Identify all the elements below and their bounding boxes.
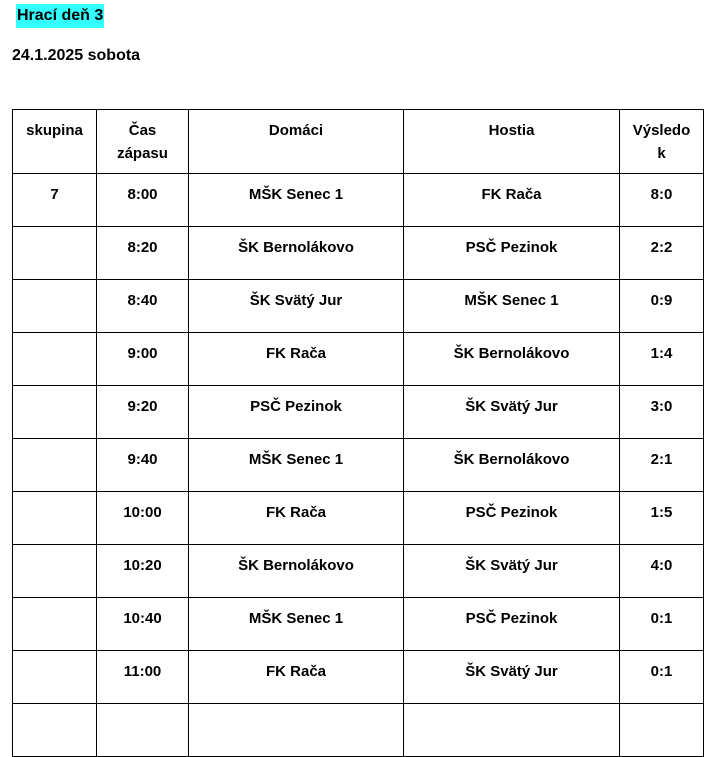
cell-result: 4:0 bbox=[620, 545, 704, 598]
cell-home-team: MŠK Senec 1 bbox=[189, 174, 404, 227]
page-title: Hrací deň 3 bbox=[16, 4, 104, 28]
table-row bbox=[13, 492, 704, 545]
table-row bbox=[13, 333, 704, 386]
cell-home-team bbox=[189, 704, 404, 757]
table-row bbox=[13, 545, 704, 598]
cell-group bbox=[13, 280, 97, 333]
cell-result: 8:0 bbox=[620, 174, 704, 227]
cell-time: 10:00 bbox=[97, 492, 189, 545]
cell-time: 8:00 bbox=[97, 174, 189, 227]
cell-away-team: ŠK Bernolákovo bbox=[404, 439, 620, 492]
table-row bbox=[13, 386, 704, 439]
header-away: Hostia bbox=[404, 110, 620, 174]
cell-away-team: PSČ Pezinok bbox=[404, 227, 620, 280]
cell-group bbox=[13, 492, 97, 545]
cell-away-team: PSČ Pezinok bbox=[404, 598, 620, 651]
cell-time: 10:40 bbox=[97, 598, 189, 651]
cell-home-team: ŠK Svätý Jur bbox=[189, 280, 404, 333]
cell-home-team: MŠK Senec 1 bbox=[189, 439, 404, 492]
cell-away-team: MŠK Senec 1 bbox=[404, 280, 620, 333]
cell-away-team: FK Rača bbox=[404, 174, 620, 227]
cell-group bbox=[13, 651, 97, 704]
cell-result: 0:1 bbox=[620, 598, 704, 651]
cell-away-team: PSČ Pezinok bbox=[404, 492, 620, 545]
table-row bbox=[13, 598, 704, 651]
cell-group bbox=[13, 545, 97, 598]
table-row bbox=[13, 227, 704, 280]
cell-group: 7 bbox=[13, 174, 97, 227]
header-group: skupina bbox=[13, 110, 97, 174]
cell-group bbox=[13, 333, 97, 386]
cell-away-team: ŠK Svätý Jur bbox=[404, 545, 620, 598]
cell-group bbox=[13, 386, 97, 439]
cell-result: 3:0 bbox=[620, 386, 704, 439]
cell-home-team: ŠK Bernolákovo bbox=[189, 545, 404, 598]
schedule-table bbox=[12, 109, 704, 757]
cell-time: 9:20 bbox=[97, 386, 189, 439]
cell-home-team: FK Rača bbox=[189, 333, 404, 386]
cell-group bbox=[13, 704, 97, 757]
header-home: Domáci bbox=[189, 110, 404, 174]
cell-time: 11:00 bbox=[97, 651, 189, 704]
match-date: 24.1.2025 sobota bbox=[12, 47, 141, 64]
cell-result: 0:1 bbox=[620, 651, 704, 704]
cell-away-team: ŠK Svätý Jur bbox=[404, 386, 620, 439]
header-time: Čas zápasu bbox=[97, 110, 189, 174]
cell-result: 2:1 bbox=[620, 439, 704, 492]
cell-result bbox=[620, 704, 704, 757]
table-row bbox=[13, 280, 704, 333]
cell-away-team: ŠK Svätý Jur bbox=[404, 651, 620, 704]
cell-result: 0:9 bbox=[620, 280, 704, 333]
cell-group bbox=[13, 227, 97, 280]
cell-home-team: ŠK Bernolákovo bbox=[189, 227, 404, 280]
table-row bbox=[13, 704, 704, 757]
cell-time bbox=[97, 704, 189, 757]
table-row bbox=[13, 651, 704, 704]
cell-away-team: ŠK Bernolákovo bbox=[404, 333, 620, 386]
cell-time: 9:40 bbox=[97, 439, 189, 492]
cell-time: 9:00 bbox=[97, 333, 189, 386]
cell-group bbox=[13, 598, 97, 651]
cell-time: 10:20 bbox=[97, 545, 189, 598]
cell-time: 8:20 bbox=[97, 227, 189, 280]
cell-group bbox=[13, 439, 97, 492]
cell-home-team: FK Rača bbox=[189, 651, 404, 704]
table-header-row bbox=[13, 110, 704, 174]
cell-result: 2:2 bbox=[620, 227, 704, 280]
header-result: Výsledo k bbox=[620, 110, 704, 174]
cell-time: 8:40 bbox=[97, 280, 189, 333]
cell-home-team: FK Rača bbox=[189, 492, 404, 545]
table-row bbox=[13, 174, 704, 227]
table-row bbox=[13, 439, 704, 492]
cell-result: 1:4 bbox=[620, 333, 704, 386]
cell-result: 1:5 bbox=[620, 492, 704, 545]
cell-home-team: MŠK Senec 1 bbox=[189, 598, 404, 651]
cell-home-team: PSČ Pezinok bbox=[189, 386, 404, 439]
cell-away-team bbox=[404, 704, 620, 757]
